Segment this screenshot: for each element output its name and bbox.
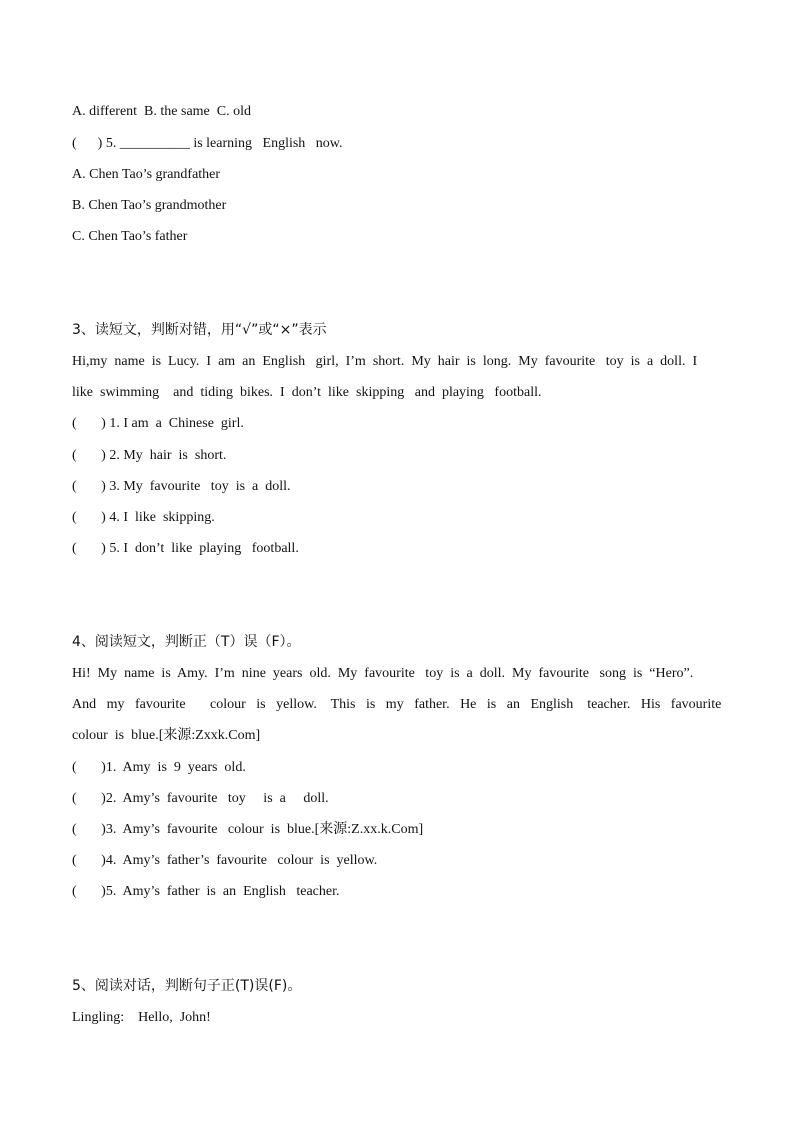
- question-5-option-a: A. Chen Tao’s grandfather: [72, 167, 221, 182]
- section-5-heading: 5、阅读对话，判断句子正(T)误(F)。: [72, 978, 302, 994]
- section-4-item: ( )2. Amy’s favourite toy is a doll.: [72, 791, 329, 806]
- section-3-heading: 3、读短文，判断对错，用“√”或“×”表示: [72, 322, 327, 338]
- section-4-item: ( )3. Amy’s favourite colour is blue.[来源:Z.xx.k.Com]: [72, 822, 424, 837]
- section-4-passage-line-3: colour is blue.[来源:Zxxk.Com]: [72, 728, 261, 743]
- section-5-dialogue-line-1: Lingling: Hello, John!: [72, 1010, 211, 1025]
- question-5-option-b: B. Chen Tao’s grandmother: [72, 198, 227, 213]
- section-3-item: ( ) 1. I am a Chinese girl.: [72, 416, 244, 431]
- section-3-item: ( ) 5. I don’t like playing football.: [72, 541, 299, 556]
- section-4-item: ( )4. Amy’s father’s favourite colour is yellow.: [72, 853, 378, 868]
- section-3-item: ( ) 2. My hair is short.: [72, 448, 227, 463]
- section-4-passage-line-2: And my favourite colour is yellow. This is my father. He is an English teacher. His favourite: [72, 697, 722, 712]
- section-4-passage-line-1: Hi! My name is Amy. I’m nine years old. My favourite toy is a doll. My favourite song is “Hero”.: [72, 666, 694, 681]
- question-4-options: A. different B. the same C. old: [72, 104, 251, 119]
- section-4-heading: 4、阅读短文，判断正（T）误（F）。: [72, 634, 301, 650]
- section-3-passage-line-2: like swimming and tiding bikes. I don’t like skipping and playing football.: [72, 385, 542, 400]
- question-5-option-c: C. Chen Tao’s father: [72, 229, 188, 244]
- section-3-item: ( ) 4. I like skipping.: [72, 510, 215, 525]
- section-4-item: ( )5. Amy’s father is an English teacher.: [72, 884, 340, 899]
- section-3-item: ( ) 3. My favourite toy is a doll.: [72, 479, 291, 494]
- section-3-passage-line-1: Hi,my name is Lucy. I am an English girl, I’m short. My hair is long. My favourite toy is a doll. I: [72, 354, 698, 369]
- section-4-item: ( )1. Amy is 9 years old.: [72, 760, 246, 775]
- question-5-stem: ( ) 5. __________ is learning English now.: [72, 136, 343, 151]
